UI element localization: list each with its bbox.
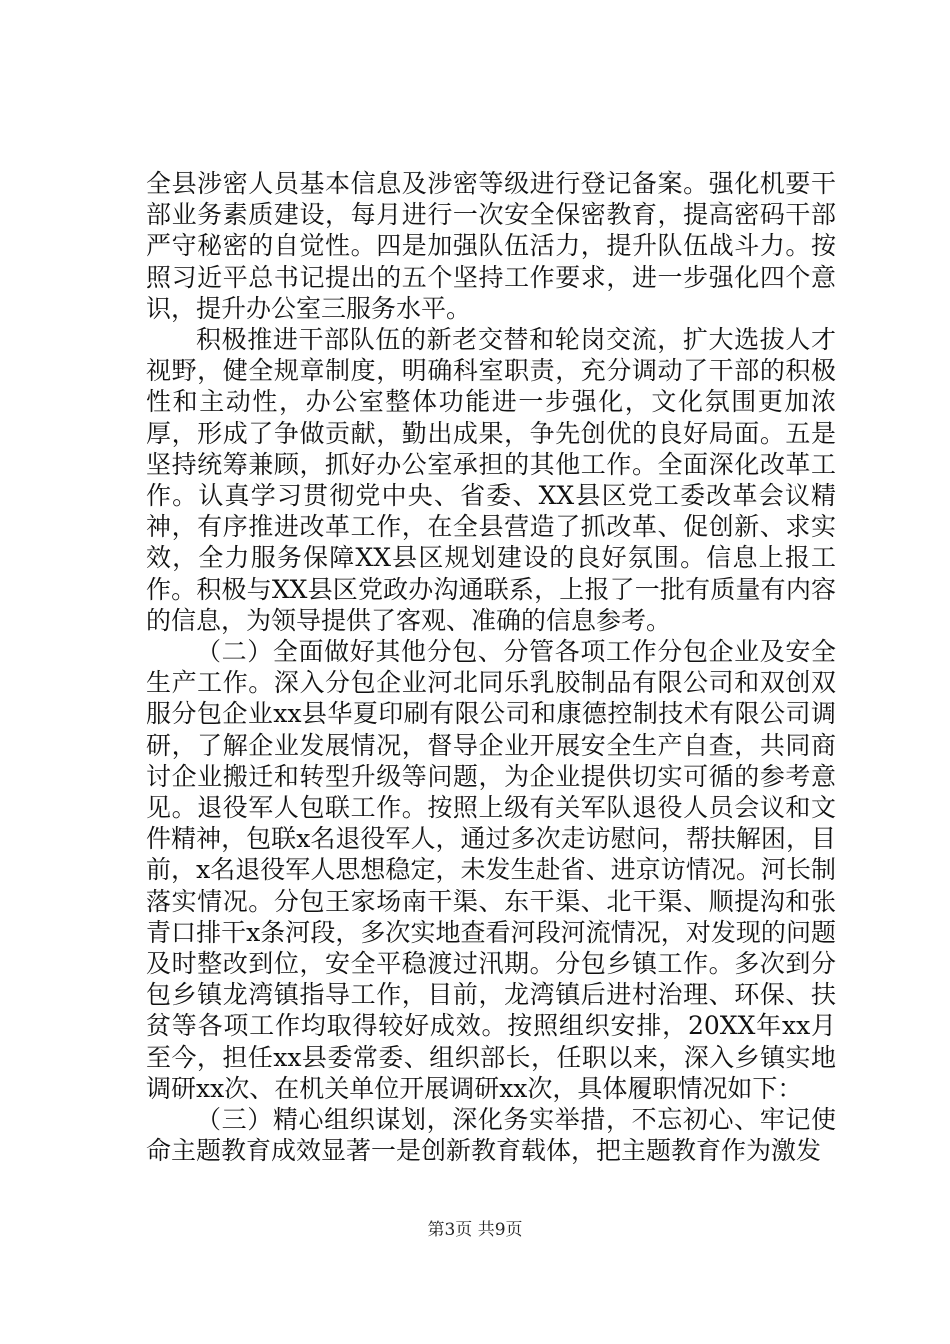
document-body	[146, 168, 836, 1167]
paragraph-2: 积极推进干部队伍的新老交替和轮岗交流，扩大选拔人才视野，健全规章制度，明确科室职责，充分调动了干部的积极性和主动性，办公室整体功能进一步强化，文化氛围更加浓厚，形成了争做贡献，勤出成果，争先创优的良好局面。五是坚持统筹兼顾，抓好办公室承担的其他工作。全面深化改革工作。认真学习贯彻党中央、省委、XX县区党工委改革会议精神，有序推进改革工作，在全县营造了抓改革、促创新、求实效，全力服务保障XX县区规划建设的良好氛围。信息上报工作。积极与XX县区党政办沟通联系，上报了一批有质量有内容的信息，为领导提供了客观、准确的信息参考。	[146, 325, 836, 635]
paragraph-3: （二）全面做好其他分包、分管各项工作分包企业及安全生产工作。深入分包企业河北同乐乳胶制品有限公司和双创双服分包企业xx县华夏印刷有限公司和康德控制技术有限公司调研，了解企业发展情况，督导企业开展安全生产自查，共同商讨企业搬迁和转型升级等问题，为企业提供切实可循的参考意见。退役军人包联工作。按照上级有关军队退役人员会议和文件精神，包联x名退役军人，通过多次走访慰问，帮扶解困，目前，x名退役军人思想稳定，未发生赴省、进京访情况。河长制落实情况。分包王家场南干渠、东干渠、北干渠、顺提沟和张青口排干x条河段，多次实地查看河段河流情况，对发现的问题及时整改到位，安全平稳渡过汛期。分包乡镇工作。多次到分包乡镇龙湾镇指导工作，目前，龙湾镇后进村治理、环保、扶贫等各项工作均取得较好成效。按照组织安排，20XX年xx月至今，担任xx县委常委、组织部长，任职以来，深入乡镇实地调研xx次、在机关单位开展调研xx次，具体履职情况如下：	[146, 637, 836, 1103]
page-number-footer: 第3页 共9页	[427, 1220, 523, 1240]
paragraph-1: 全县涉密人员基本信息及涉密等级进行登记备案。强化机要干部业务素质建设，每月进行一次安全保密教育，提高密码干部严守秘密的自觉性。四是加强队伍活力，提升队伍战斗力。按照习近平总书记提出的五个坚持工作要求，进一步强化四个意识，提升办公室三服务水平。	[146, 169, 836, 323]
paragraph-4: （三）精心组织谋划，深化务实举措，不忘初心、牢记使命主题教育成效显著一是创新教育载体，把主题教育作为激发	[146, 1105, 836, 1166]
